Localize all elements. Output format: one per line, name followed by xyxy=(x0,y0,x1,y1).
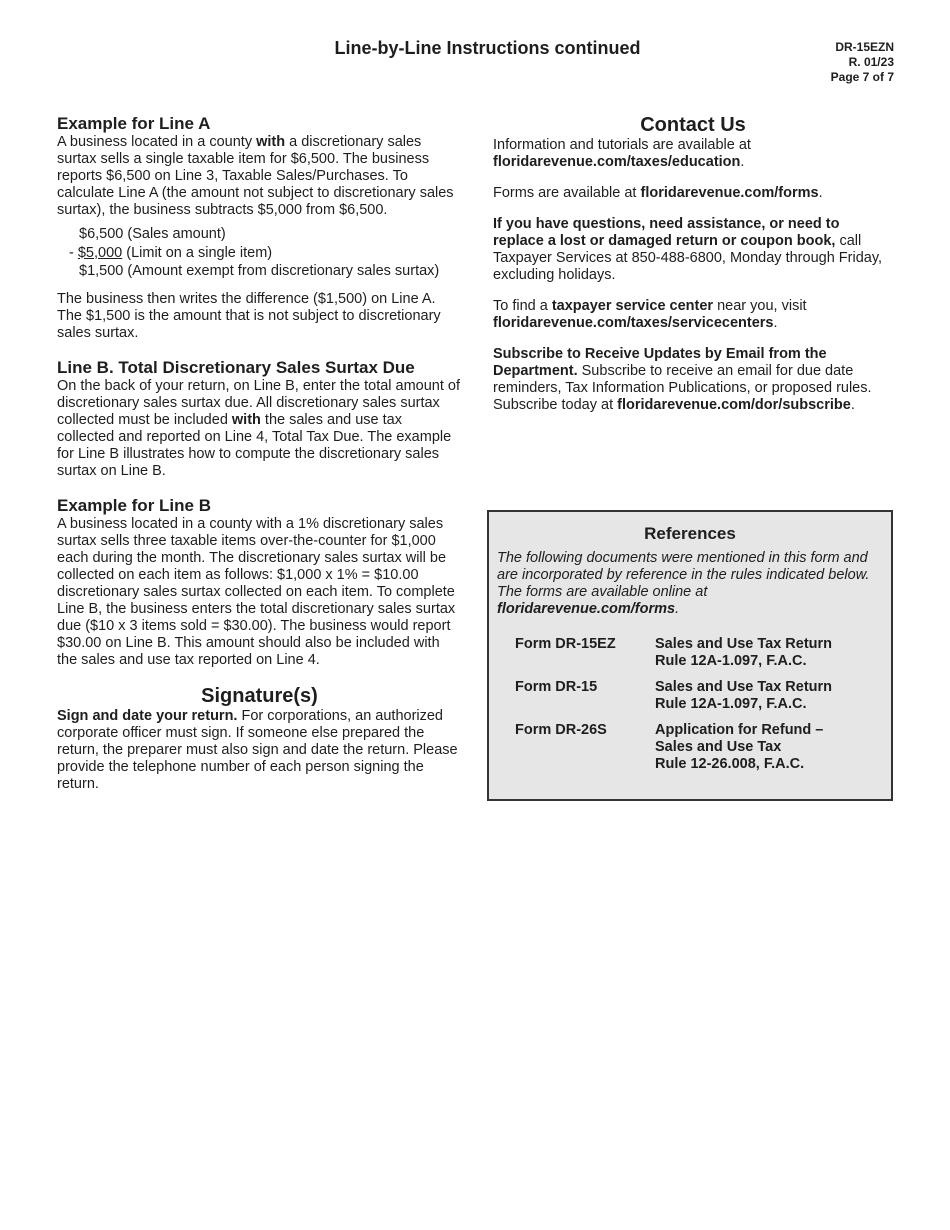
references-forms-link[interactable]: floridarevenue.com/forms xyxy=(497,601,676,617)
reference-row xyxy=(515,722,891,773)
references-box xyxy=(487,510,893,801)
questions-info: If you have questions, need assistance, or need to replace a lost or damaged return or coupon book, call Taxpayer Services at 850-488-6800, Monday through Friday, excluding holidays. xyxy=(493,216,883,283)
page-title: Line-by-Line Instructions continued xyxy=(334,38,641,58)
example-line-b-paragraph: A business located in a county with a 1% discretionary sales surtax sells three taxable items over-the-counter for $1,000 each during the month. The discretionary sales surtax will be collected on each item as follows: $1,000 x 1% = $10.00 discretionary sales surtax collected on each item. To complete Line B, the business enters the total discretionary sales surtax due ($10 x 3 items sold = $30.00). The business would report $30.00 on Line B. This amount should also be included with the sales and use tax reported on Line 4. xyxy=(57,515,456,668)
line-b-paragraph: On the back of your return, on Line B, enter the total amount of discretionary sales surtax due. All discretionary sales surtax collected must be included with the sales and use tax collected and reported on Line 4, Total Tax Due. The example for Line B illustrates how to compute the discretionary sales surtax on Line B. xyxy=(57,377,461,479)
reference-description: Sales and Use Tax Return Rule 12A-1.097, F.A.C. xyxy=(655,679,833,712)
reference-form: Form DR-15 xyxy=(515,679,598,695)
subscribe-info: Subscribe to Receive Updates by Email from the Department. Subscribe to receive an email for due date reminders, Tax Information Publications, or proposed rules. Subscribe today at floridarevenue.com/dor/subscribe. xyxy=(493,346,872,413)
calc-exempt-amount: $1,500 (Amount exempt from discretionary sales surtax) xyxy=(79,263,440,279)
left-column xyxy=(57,113,462,793)
example-line-a-conclusion: The business then writes the difference ($1,500) on Line A. The $1,500 is the amount that is not subject to discretionary sales surtax. xyxy=(57,290,441,341)
example-line-a-paragraph: A business located in a county with a discretionary sales surtax sells a single taxable item for $6,500. The business reports $6,500 on Line 3, Taxable Sales/Purchases. To calculate Line A (the amount not subject to discretionary sales surtax), the business subtracts $5,000 from $6,500. xyxy=(57,134,454,218)
form-revision: R. 01/23 xyxy=(848,55,894,69)
service-center-info: To find a taxpayer service center near you, visit floridarevenue.com/taxes/servicecenters. xyxy=(493,298,807,331)
reference-description: Sales and Use Tax Return Rule 12A-1.097, F.A.C. xyxy=(655,636,833,669)
education-info: Information and tutorials are available at floridarevenue.com/taxes/education. xyxy=(493,137,751,170)
reference-description: Application for Refund – Sales and Use Tax Rule 12-26.008, F.A.C. xyxy=(655,722,824,772)
subscribe-link[interactable]: floridarevenue.com/dor/subscribe xyxy=(617,397,851,413)
page-number: Page 7 of 7 xyxy=(830,70,894,84)
references-table xyxy=(515,636,891,773)
calc-sales-amount: $6,500 (Sales amount) xyxy=(79,226,226,242)
forms-info: Forms are available at floridarevenue.com/forms. xyxy=(493,185,823,201)
signature-paragraph: Sign and date your return. For corporations, an authorized corporate officer must sign. If someone else prepared the return, the preparer must also sign and date the return. Please provide the telephone number of each person signing the return. xyxy=(57,707,458,792)
reference-form: Form DR-26S xyxy=(515,722,607,738)
education-link[interactable]: floridarevenue.com/taxes/education xyxy=(493,154,741,170)
example-line-b-heading: Example for Line B xyxy=(57,495,211,515)
forms-link[interactable]: floridarevenue.com/forms xyxy=(640,185,819,201)
calc-limit: - $5,000 (Limit on a single item) xyxy=(69,244,273,261)
line-b-heading: Line B. Total Discretionary Sales Surtax Due xyxy=(57,357,415,377)
signature-heading: Signature(s) xyxy=(201,684,318,707)
example-line-a-heading: Example for Line A xyxy=(57,114,211,133)
service-center-link[interactable]: floridarevenue.com/taxes/servicecenters xyxy=(493,315,774,331)
form-number: DR-15EZN xyxy=(835,40,894,54)
form-identifier xyxy=(831,40,894,85)
line-a-calculation xyxy=(69,225,462,281)
reference-row xyxy=(515,679,891,713)
contact-heading: Contact Us xyxy=(640,114,746,136)
references-heading: References xyxy=(644,524,736,543)
reference-row xyxy=(515,636,891,670)
references-intro: The following documents were mentioned in this form and are incorporated by reference in the rules indicated below. The forms are available online at floridarevenue.com/forms. xyxy=(497,550,870,617)
right-column xyxy=(493,113,893,414)
reference-form: Form DR-15EZ xyxy=(515,636,616,652)
